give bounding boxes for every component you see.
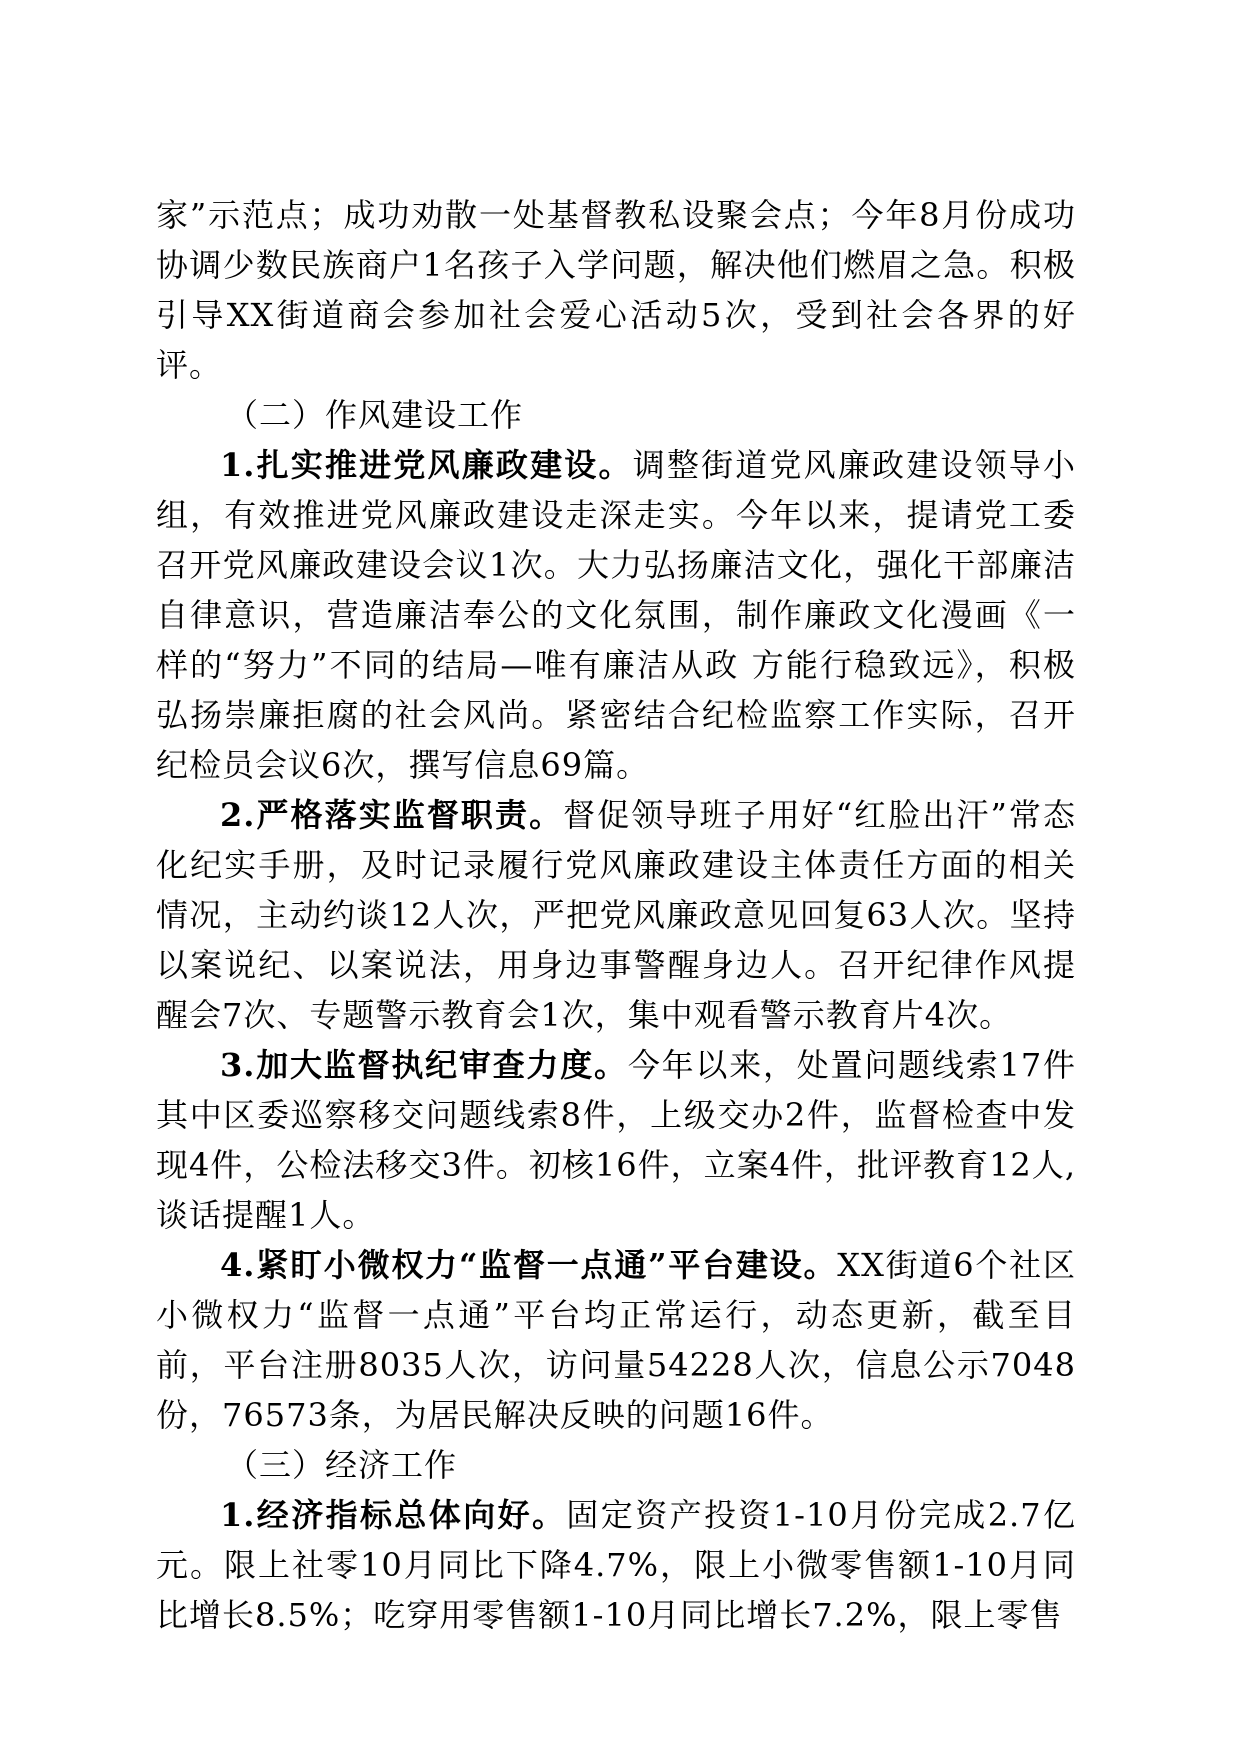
section-heading-2: （二）作风建设工作 xyxy=(226,396,524,434)
document-body xyxy=(156,190,1076,1640)
paragraph-5-title: 1.经济指标总体向好。 xyxy=(220,1496,567,1534)
paragraph-1 xyxy=(156,440,1076,790)
paragraph-3-text: 今年以来，处置问题线索17件其中区委巡察移交问题线索8件，上级交办2件，监督检查中发现4件，公检法移交3件。初核16件，立案4件，批评教育12人,谈话提醒1人。 xyxy=(156,1046,1076,1234)
paragraph-3 xyxy=(156,1040,1076,1240)
paragraph-2 xyxy=(156,790,1076,1040)
paragraph-1-text: 调整街道党风廉政建设领导小组，有效推进党风廉政建设走深走实。今年以来，提请党工委召开党风廉政建设会议1次。大力弘扬廉洁文化，强化干部廉洁自律意识，营造廉洁奉公的文化氛围，制作廉政文化漫画《一样的“努力”不同的结局—唯有廉洁从政 方能行稳致远》，积极弘扬崇廉拒腐的社会风尚。紧密结合纪检监察工作实际，召开纪检员会议6次，撰写信息69篇。 xyxy=(156,446,1076,784)
paragraph-4-title: 4.紧盯小微权力“监督一点通”平台建设。 xyxy=(220,1246,838,1284)
section-heading-3: （三）经济工作 xyxy=(226,1446,458,1484)
paragraph-5 xyxy=(156,1490,1076,1640)
paragraph-4 xyxy=(156,1240,1076,1440)
paragraph-2-text: 督促领导班子用好“红脸出汗”常态化纪实手册，及时记录履行党风廉政建设主体责任方面的相关情况，主动约谈12人次，严把党风廉政意见回复63人次。坚持以案说纪、以案说法，用身边事警醒身边人。召开纪律作风提醒会7次、专题警示教育会1次，集中观看警示教育片4次。 xyxy=(156,796,1076,1034)
paragraph-5-text: 固定资产投资1-10月份完成2.7亿元。限上社零10月同比下降4.7%，限上小微零售额1-10月同比增长8.5%；吃穿用零售额1-10月同比增长7.2%，限上零售 xyxy=(156,1496,1076,1634)
paragraph-2-title: 2.严格落实监督职责。 xyxy=(220,796,564,834)
paragraph-1-title: 1.扎实推进党风廉政建设。 xyxy=(220,446,633,484)
paragraph-continuation: 家”示范点；成功劝散一处基督教私设聚会点；今年8月份成功协调少数民族商户1名孩子入学问题，解决他们燃眉之急。积极引导XX街道商会参加社会爱心活动5次，受到社会各界的好评。 xyxy=(156,196,1076,384)
paragraph-4-text: XX街道6个社区小微权力“监督一点通”平台均正常运行，动态更新，截至目前，平台注册8035人次，访问量54228人次，信息公示7048份，76573条，为居民解决反映的问题16件。 xyxy=(156,1246,1076,1434)
paragraph-3-title: 3.加大监督执纪审查力度。 xyxy=(220,1046,628,1084)
